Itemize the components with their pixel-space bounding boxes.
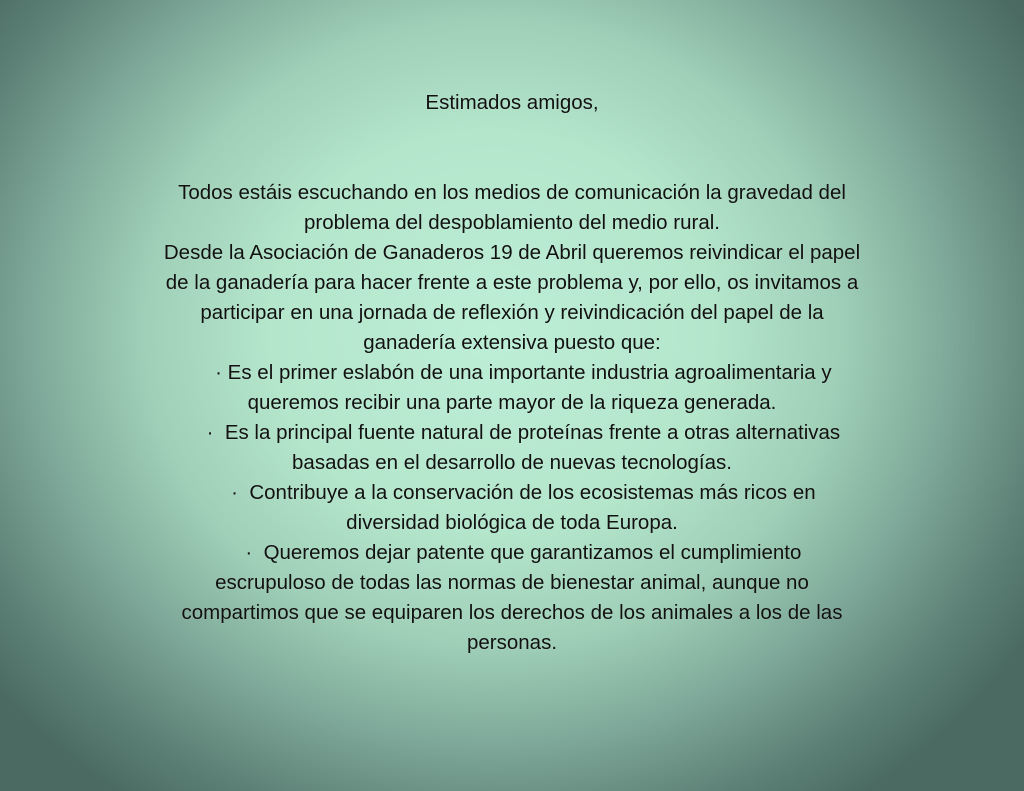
bullet-line: · Queremos dejar patente que garantizamos el cumplimiento <box>222 541 802 564</box>
letter-line: queremos recibir una parte mayor de la riqueza generada. <box>247 391 777 414</box>
greeting: Estimados amigos, <box>425 91 599 114</box>
bullet-line: · Contribuye a la conservación de los ecosistemas más ricos en <box>208 481 816 504</box>
letter-line: compartimos que se equiparen los derechos de los animales a los de las <box>181 601 843 624</box>
letter-line: Todos estáis escuchando en los medios de comunicación la gravedad del <box>178 181 846 204</box>
letter-line: basadas en el desarrollo de nuevas tecnologías. <box>292 451 732 474</box>
letter-line: escrupuloso de todas las normas de bienestar animal, aunque no <box>215 571 809 594</box>
bullet-line: · Es el primer eslabón de una importante industria agroalimentaria y <box>192 361 832 384</box>
letter-line: diversidad biológica de toda Europa. <box>346 511 678 534</box>
letter-line: Desde la Asociación de Ganaderos 19 de Abril queremos reivindicar el papel <box>163 241 861 264</box>
bullet-line: · Es la principal fuente natural de proteínas frente a otras alternativas <box>183 421 841 444</box>
letter-line: problema del despoblamiento del medio rural. <box>304 211 720 234</box>
letter-line: participar en una jornada de reflexión y reivindicación del papel de la <box>200 301 824 324</box>
letter-body <box>0 88 1024 658</box>
letter-line: de la ganadería para hacer frente a este problema y, por ello, os invitamos a <box>165 271 859 294</box>
letter-line: personas. <box>466 631 558 654</box>
letter-line: ganadería extensiva puesto que: <box>363 331 661 354</box>
